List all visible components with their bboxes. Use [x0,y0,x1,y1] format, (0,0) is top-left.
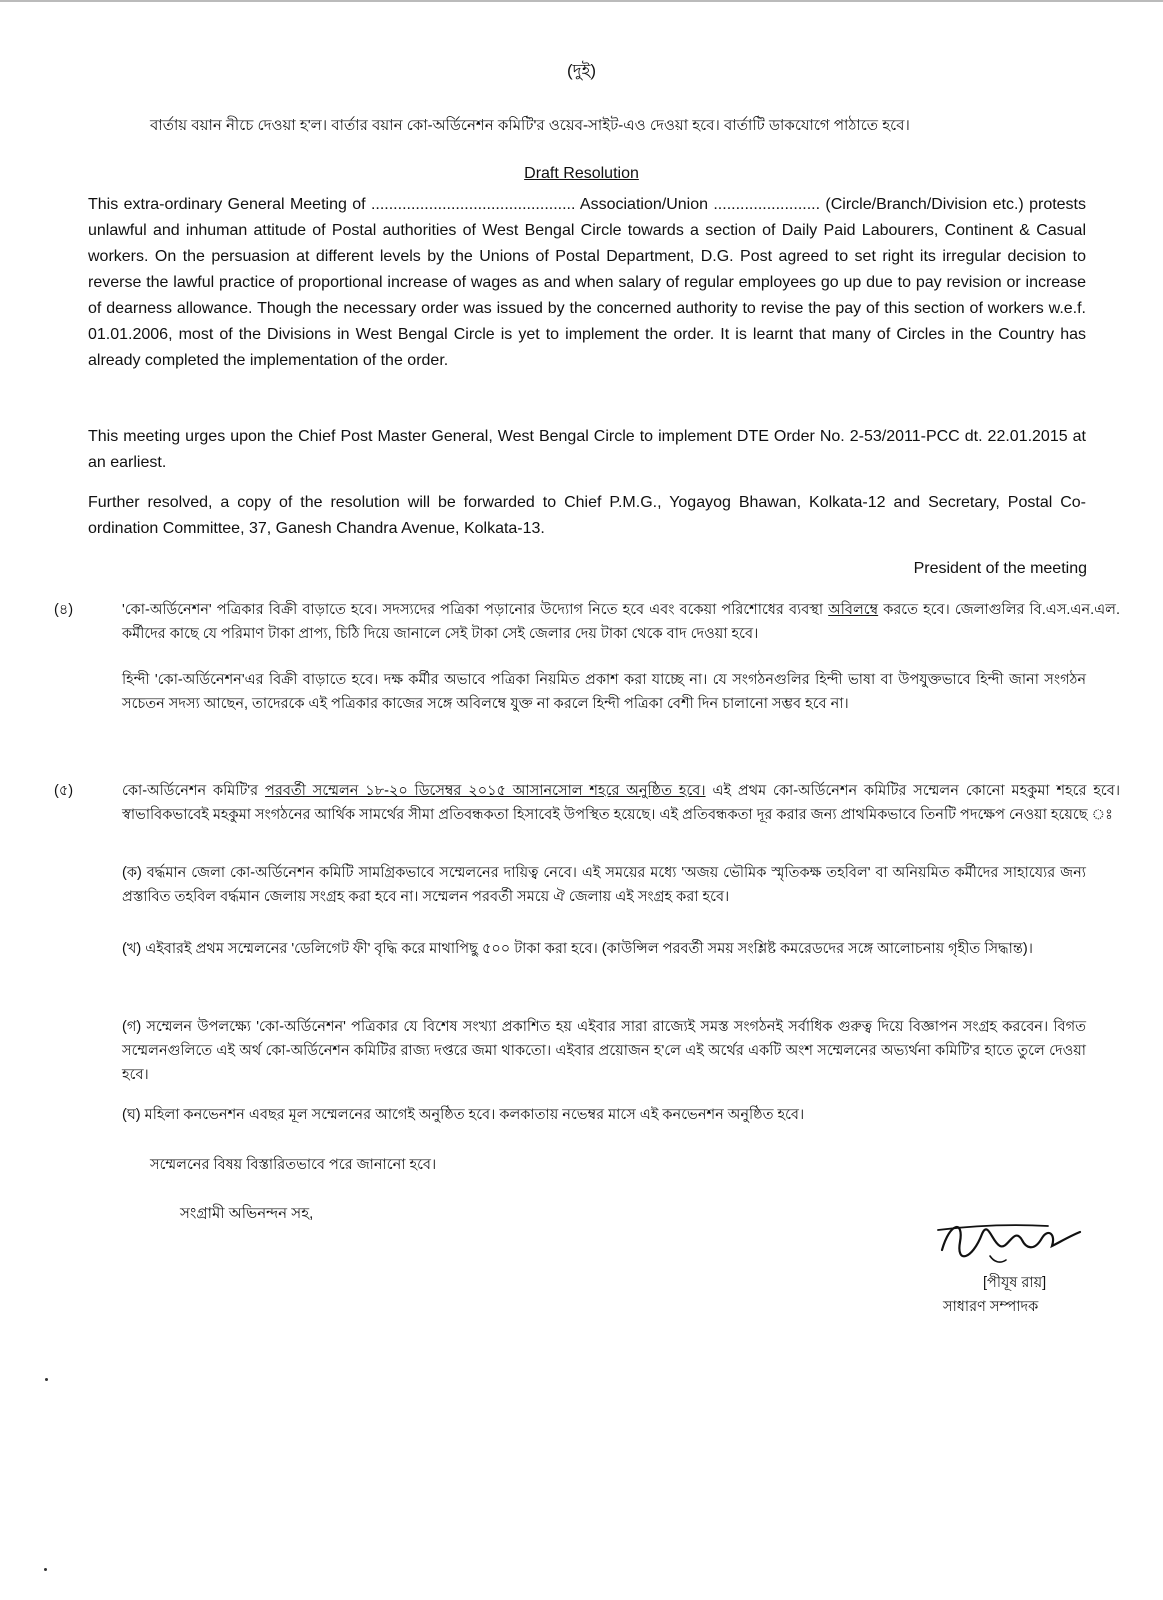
item-4-text-a: 'কো-অর্ডিনেশন' পত্রিকার বিক্রী বাড়াতে হবে। সদস্যদের পত্রিকা পড়ানোর উদ্যোগ নিতে হবে এবং বকেয়া পরিশোধের ব্যবস্থা [122,602,824,618]
intro-note: বার্তায় বয়ান নীচে দেওয়া হ'ল। বার্তার বয়ান কো-অর্ডিনেশন কমিটি'র ওয়েব-সাইট-এও দেওয়া হবে। বার্তাটি ডাকযোগে পাঠাতে হবে। [150,117,910,134]
item-5-sub-ka: (ক) বর্দ্ধমান জেলা কো-অর্ডিনেশন কমিটি সামগ্রিকভাবে সম্মেলনের দায়িত্ব নেবে। এই সময়ের মধ্যে 'অজয় ভৌমিক স্মৃতিকক্ষ তহবিল' বা অনিয়মিত কর্মীদের সাহায্যের জন্য প্রস্তাবিত তহবিল বর্দ্ধমান জেলায় সংগ্রহ করা হবে না। সম্মেলন পরবর্তী সময়ে ঐ জেলায় এই সংগ্রহ করা হবে। [122,865,1086,905]
scan-speck [45,1378,48,1381]
closing-greeting: সংগ্রামী অভিনন্দন সহ, [180,1205,314,1222]
scan-speck [44,1568,47,1571]
item-4-hindi-paragraph: হিন্দী 'কো-অর্ডিনেশন'এর বিক্রী বাড়াতে হবে। দক্ষ কর্মীর অভাবে পত্রিকা নিয়মিত প্রকাশ করা যাচ্ছে না। যে সংগঠনগুলির হিন্দী ভাষা বা উপযুক্তভাবে হিন্দী জানা সংগঠন সচেতন সদস্য আছেন, তাদেরকে এই পত্রিকার কাজের সঙ্গে অবিলম্বে যুক্ত না করলে হিন্দী পত্রিকা বেশী দিন চালানো সম্ভব হবে না। [122,672,1086,712]
item-5-sub-gha: (ঘ) মহিলা কনভেনশন এবছর মূল সম্মেলনের আগেই অনুষ্ঠিত হবে। কলকাতায় নভেম্বর মাসে এই কনভেনশন অনুষ্ঠিত হবে। [122,1107,805,1123]
item-4-number: (৪) [54,602,74,618]
draft-resolution-title: Draft Resolution [524,165,639,182]
signature-scribble [930,1212,1090,1272]
item-5-sub-kha: (খ) এইবারই প্রথম সম্মেলনের 'ডেলিগেট ফী' বৃদ্ধি করে মাথাপিছু ৫০০ টাকা করা হবে। (কাউন্সিল পরবর্তী সময় সংশ্লিষ্ট কমরেডদের সঙ্গে আলোচনায় গৃহীত সিদ্ধান্ত)। [122,941,1033,957]
scan-edge-line [0,0,1163,2]
resolution-paragraph-1: This extra-ordinary General Meeting of .............................................. Association/Union ........................ (Circle/Branch/Division etc.) protests unlawful and inhuman attitude of Postal authorities of West Bengal Circle towards a section of Daily Paid Labourers, Continent & Casual workers. On the persuasion at different levels by the Unions of Postal Department, D.G. Post agreed to set right its irregular decision to reverse the lawful practice of proportional increase of wages as and when salary of regular employees go up due to pay revision or increase of dearness allowance. Though the necessary order was issued by the concerned authority to revise the pay of this section of workers w.e.f. 01.01.2006, most of the Divisions in West Bengal Circle is yet to implement the order. It is learnt that many of Circles in the Country has already completed the implementation of the order. [88,196,1086,369]
signatory-title: সাধারণ সম্পাদক [943,1299,1039,1315]
handwritten-signature [930,1212,1090,1272]
item-4-underlined: অবিলম্বে [828,602,879,618]
resolution-paragraph-3: Further resolved, a copy of the resolution will be forwarded to Chief P.M.G., Yogayog Bhawan, Kolkata-12 and Secretary, Postal Co-ordination Committee, 37, Ganesh Chandra Avenue, Kolkata-13. [88,494,1086,537]
item-5 [54,779,1121,827]
resolution-paragraph-2: This meeting urges upon the Chief Post Master General, West Bengal Circle to implement DTE Order No. 2-53/2011-PCC dt. 22.01.2015 at an earliest. [88,428,1086,471]
president-signoff: President of the meeting [913,560,1087,577]
item-4 [54,598,1120,646]
item-4-text-b: করতে হবে। জেলাগুলির বি.এস.এন.এল. কর্মীদের কাছে যে পরিমাণ টাকা প্রাপ্য, চিঠি দিয়ে জানালে সেই টাকা সেই জেলার দেয় টাকা থেকে বাদ দেওয়া হবে। [122,602,1120,642]
item-5-text-a: কো-অর্ডিনেশন কমিটি'র [122,783,259,799]
page-number: (দুই) [566,61,597,80]
item-5-sub-ga: (গ) সম্মেলন উপলক্ষ্যে 'কো-অর্ডিনেশন' পত্রিকার যে বিশেষ সংখ্যা প্রকাশিত হয় এইবার সারা রাজ্যেই সমস্ত সংগঠনই সর্বাধিক গুরুত্ব দিয়ে বিজ্ঞাপন সংগ্রহ করবেন। বিগত সম্মেলনগুলিতে এই অর্থ কো-অর্ডিনেশন কমিটির রাজ্য দপ্তরে জমা থাকতো। এইবার প্রয়োজন হ'লে এই অর্থের একটি অংশ সম্মেলনের অভ্যর্থনা কমিটি'র হাতে তুলে দেওয়া হবে। [122,1019,1086,1083]
item-5-underlined: পরবর্তী সম্মেলন ১৮-২০ ডিসেম্বর ২০১৫ আসানসোল শহরে অনুষ্ঠিত হবে। [265,783,706,799]
signatory-name: [পীযূষ রায়] [983,1275,1047,1291]
item-5-text-b: এই প্রথম কো-অর্ডিনেশন কমিটির সম্মেলন কোনো মহকুমা শহরে হবে। স্বাভাবিকভাবেই মহকুমা সংগঠনের আর্থিক সামর্থের সীমা প্রতিবন্ধকতা হিসাবেই উপস্থিত হয়েছে। এই প্রতিবন্ধকতা দূর করার জন্য প্রাথমিকভাবে তিনটি পদক্ষেপ নেওয়া হয়েছে ঃ [122,783,1121,823]
closing-details: সম্মেলনের বিষয় বিস্তারিতভাবে পরে জানানো হবে। [150,1157,437,1173]
item-5-number: (৫) [54,783,74,799]
